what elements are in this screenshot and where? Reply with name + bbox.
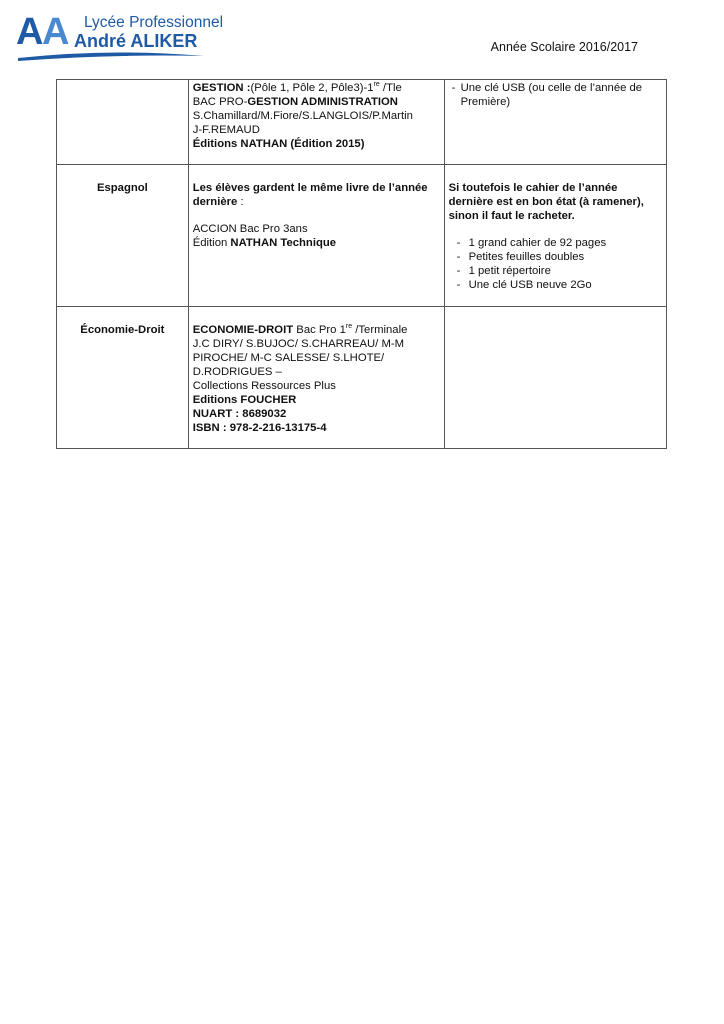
book-levels: Bac Pro 1 [293,324,346,336]
svg-text:A: A [42,11,70,53]
book-title-line [193,323,440,337]
book-level-end: /Tle [379,82,402,94]
ordinal-sup: re [345,323,353,331]
supplies-note: Si toutefois le cahier de l’année dernière est en bon état (à ramener), sinon il faut le racheter. [448,182,644,222]
book-publisher: Editions FOUCHER [192,394,297,406]
book-list-table [56,79,667,449]
list-item: - 1 petit répertoire [449,264,662,278]
book-title-line [193,81,440,95]
list-item: - Une clé USB neuve 2Go [449,278,662,292]
book-level-end: /Terminale [352,324,408,336]
table-row [57,165,667,307]
logo-swoosh [16,50,206,62]
book-program-line [193,95,440,109]
list-item: - 1 grand cahier de 92 pages [449,236,662,250]
book-intro-end: : [237,196,244,208]
list-item: - Une clé USB (ou celle de l’année de Première) [449,81,662,109]
book-title: ECONOMIE-DROIT [192,324,294,336]
book-intro-text: Les élèves gardent le même livre de l’année dernière [192,182,428,208]
subject-cell [57,80,189,165]
svg-text:A: A [16,11,44,53]
book-nuart: NUART : 8689032 [192,408,287,420]
book-cell [188,165,444,307]
book-authors: S.Chamillard/M.Fiore/S.LANGLOIS/P.Martin [192,110,413,122]
publisher-prefix: Édition [192,237,231,249]
book-levels: (Pôle 1, Pôle 2, Pôle3)-1 [250,82,374,94]
school-logo [16,10,224,60]
supplies-cell [444,80,666,165]
book-publisher [193,236,440,250]
book-authors-2: J-F.REMAUD [192,124,260,136]
book-intro [193,181,440,209]
subject-cell: Économie-Droit [57,307,189,449]
supplies-cell [444,307,666,449]
book-title: ACCION Bac Pro 3ans [192,223,308,235]
logo-line2: André ALIKER [74,31,198,51]
supplies-cell [444,165,666,307]
school-year: Année Scolaire 2016/2017 [490,40,638,54]
logo-line1: Lycée Professionnel [84,14,224,31]
book-authors: J.C DIRY/ S.BUJOC/ S.CHARREAU/ M-M PIROCHE/ M-C SALESSE/ S.LHOTE/ D.RODRIGUES – [192,338,405,378]
page-header [0,0,724,72]
subject-cell: Espagnol [57,165,189,307]
ordinal-sup: re [373,81,380,89]
program-name: GESTION ADMINISTRATION [247,96,398,108]
book-isbn: ISBN : 978-2-216-13175-4 [192,422,327,434]
book-title: GESTION : [192,82,251,94]
logo-aa-mark [16,10,80,54]
book-collection: Collections Ressources Plus [192,380,336,392]
book-cell [188,80,444,165]
supplies-list [449,236,662,292]
table-row [57,307,667,449]
book-publisher: Éditions NATHAN (Édition 2015) [192,138,365,150]
table-row [57,80,667,165]
book-cell [188,307,444,449]
list-item: - Petites feuilles doubles [449,250,662,264]
program-prefix: BAC PRO- [192,96,248,108]
supplies-list [449,81,662,109]
publisher-name: NATHAN Technique [230,237,337,249]
